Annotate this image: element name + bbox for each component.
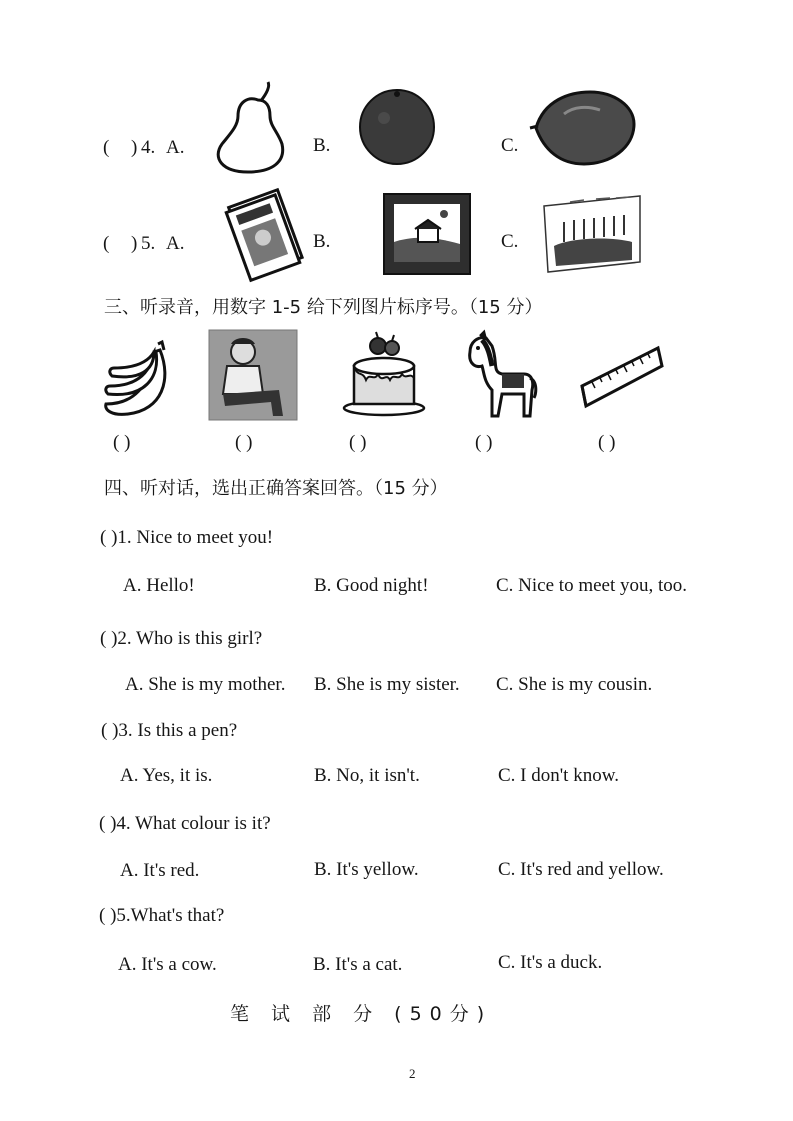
option-b: B. No, it isn't. bbox=[314, 765, 420, 786]
option-a: A. Yes, it is. bbox=[120, 765, 213, 786]
cake-icon bbox=[342, 330, 426, 416]
ruler-icon bbox=[578, 344, 664, 410]
section-4-heading: 四、听对话，选出正确答案回答。（15 分） bbox=[104, 478, 448, 499]
answer-bracket: ( ) bbox=[235, 432, 253, 453]
option-b: B. She is my sister. bbox=[314, 674, 460, 695]
question-number: 5. bbox=[141, 233, 156, 254]
option-b-label: B. bbox=[313, 231, 331, 252]
option-b: B. It's yellow. bbox=[314, 859, 419, 880]
answer-bracket-open: ( bbox=[103, 137, 110, 158]
option-a: A. Hello! bbox=[123, 575, 195, 596]
option-c: C. It's a duck. bbox=[498, 952, 603, 973]
answer-bracket-open: ( bbox=[103, 233, 110, 254]
question-prompt: ( )4. What colour is it? bbox=[99, 813, 271, 834]
answer-bracket-close: ) bbox=[131, 233, 138, 254]
option-a-label: A. bbox=[166, 137, 185, 158]
option-c: C. She is my cousin. bbox=[496, 674, 653, 695]
answer-bracket: ( ) bbox=[113, 432, 131, 453]
option-a: A. She is my mother. bbox=[125, 674, 286, 695]
answer-bracket: ( ) bbox=[598, 432, 616, 453]
option-c: C. I don't know. bbox=[498, 765, 619, 786]
lemon-icon bbox=[530, 88, 638, 168]
question-prompt: ( )2. Who is this girl? bbox=[100, 628, 263, 649]
answer-bracket: ( ) bbox=[349, 432, 367, 453]
book-icon bbox=[224, 190, 310, 278]
question-prompt: ( )3. Is this a pen? bbox=[101, 720, 238, 741]
option-b: B. Good night! bbox=[314, 575, 429, 596]
written-part-title: 笔 试 部 分 (50分) bbox=[230, 1003, 493, 1025]
boy-sitting-icon bbox=[209, 330, 297, 420]
option-b: B. It's a cat. bbox=[313, 954, 403, 975]
option-c-label: C. bbox=[501, 135, 519, 156]
question-prompt: ( )5.What's that? bbox=[99, 905, 225, 926]
option-a: A. It's a cow. bbox=[118, 954, 217, 975]
orange-icon bbox=[358, 88, 436, 166]
birthday-cake-picture-icon bbox=[540, 186, 644, 276]
option-b-label: B. bbox=[313, 135, 331, 156]
option-c-label: C. bbox=[501, 231, 519, 252]
option-c: C. It's red and yellow. bbox=[498, 859, 664, 880]
option-a-label: A. bbox=[166, 233, 185, 254]
page-number: 2 bbox=[409, 1066, 416, 1081]
framed-picture-icon bbox=[382, 192, 472, 276]
bananas-icon bbox=[102, 340, 174, 420]
question-prompt: ( )1. Nice to meet you! bbox=[100, 527, 274, 548]
section-3-heading: 三、听录音，用数字 1-5 给下列图片标序号。（15 分） bbox=[104, 297, 543, 318]
option-c: C. Nice to meet you, too. bbox=[496, 575, 688, 596]
horse-icon bbox=[462, 332, 538, 420]
question-number: 4. bbox=[141, 137, 156, 158]
answer-bracket: ( ) bbox=[475, 432, 493, 453]
pear-icon bbox=[208, 82, 288, 174]
answer-bracket-close: ) bbox=[131, 137, 138, 158]
option-a: A. It's red. bbox=[120, 860, 200, 881]
